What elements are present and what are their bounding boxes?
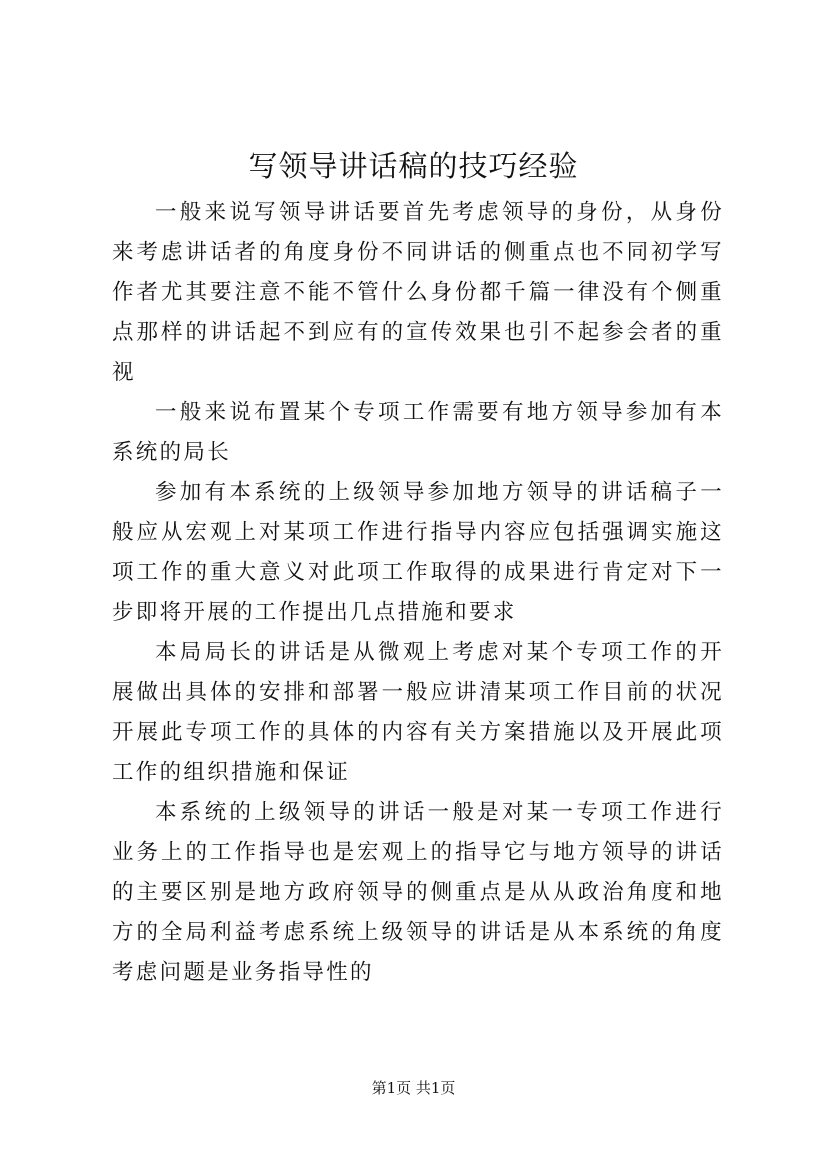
paragraph-4: 本局局长的讲话是从微观上考虑对某个专项工作的开展做出具体的安排和部署一般应讲清某项工作目前的状况开展此专项工作的具体的内容有关方案措施以及开展此项工作的组织措施和保证 bbox=[112, 640, 724, 785]
paragraph-5: 本系统的上级领导的讲话一般是对某一专项工作进行业务上的工作指导也是宏观上的指导它与地方领导的讲话的主要区别是地方政府领导的侧重点是从从政治角度和地方的全局利益考虑系统上级领导的讲话是从本系统的角度考虑问题是业务指导性的 bbox=[112, 800, 724, 985]
page-footer: 第1页 共1页 bbox=[371, 1079, 456, 1097]
paragraph-2: 一般来说布置某个专项工作需要有地方领导参加有本系统的局长 bbox=[112, 400, 724, 465]
paragraph-1: 一般来说写领导讲话要首先考虑领导的身份，从身份来考虑讲话者的角度身份不同讲话的侧重点也不同初学写作者尤其要注意不能不管什么身份都千篇一律没有个侧重点那样的讲话起不到应有的宣传效果也引不起参会者的重视 bbox=[112, 200, 724, 385]
page-title: 写领导讲话稿的技巧经验 bbox=[248, 149, 579, 183]
document-body bbox=[112, 193, 724, 993]
paragraph-3: 参加有本系统的上级领导参加地方领导的讲话稿子一般应从宏观上对某项工作进行指导内容应包括强调实施这项工作的重大意义对此项工作取得的成果进行肯定对下一步即将开展的工作提出几点措施和要求 bbox=[112, 480, 724, 625]
